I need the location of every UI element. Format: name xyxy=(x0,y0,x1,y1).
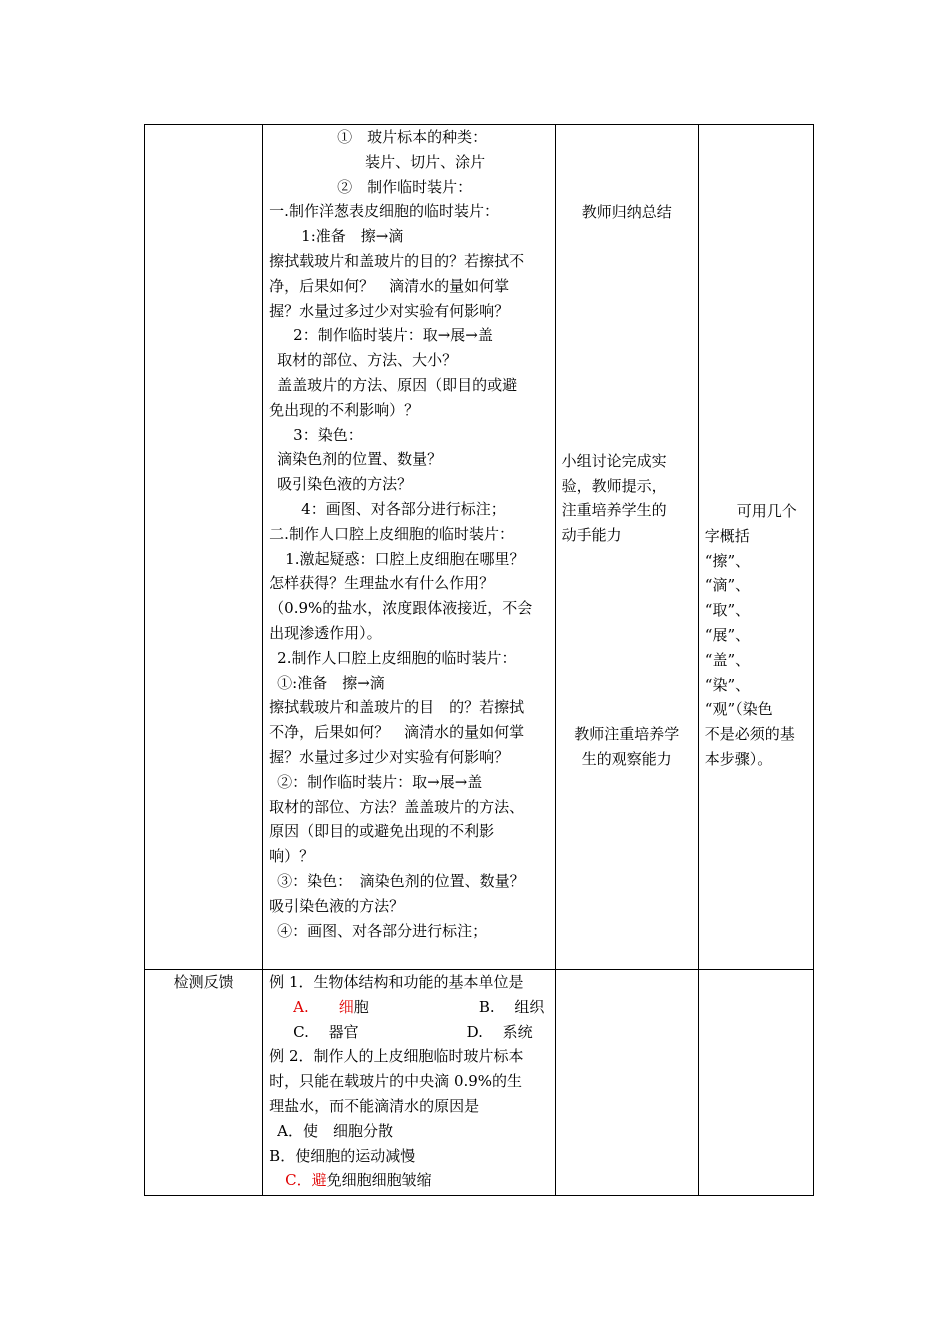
content-line: ④：画图、对各部分进行标注； xyxy=(277,921,488,940)
spacer xyxy=(705,125,807,499)
content-line: ①:准备 擦→滴 xyxy=(277,673,385,692)
option-c: C. 器官 xyxy=(293,1022,359,1041)
question-1-options-row xyxy=(269,1020,548,1045)
content-line: 吸引染色液的方法？ xyxy=(269,896,405,915)
notes-line: “展”、 xyxy=(704,625,751,644)
notes-line: 不是必须的基 xyxy=(704,725,795,744)
teacher-summary: 教师归纳总结 xyxy=(581,203,672,221)
content-line: ② 制作临时装片： xyxy=(337,177,473,196)
spacer xyxy=(562,548,692,722)
notes-line: 可用几个 xyxy=(736,502,797,520)
notes-cell xyxy=(698,125,813,970)
notes-line: “擦”、 xyxy=(704,551,751,570)
content-line: 2：制作临时装片：取→展→盖 xyxy=(293,326,493,345)
section-label: 检测反馈 xyxy=(173,973,234,991)
teacher-group-line: 动手能力 xyxy=(561,526,622,545)
content-line: 取材的部位、方法、大小？ xyxy=(277,351,458,370)
option-c-red: C．避 xyxy=(285,1171,327,1190)
content-line: 1:准备 擦→滴 xyxy=(301,227,404,246)
content-line: 滴染色剂的位置、数量？ xyxy=(277,450,443,469)
content-line: ②：制作临时装片：取→展→盖 xyxy=(277,772,483,791)
content-line: 不净，后果如何？ 滴清水的量如何掌 xyxy=(269,723,525,742)
content-line: 出现渗透作用）。 xyxy=(269,623,382,642)
notes-line: 本步骤）。 xyxy=(704,749,773,768)
section-label-cell xyxy=(145,125,263,970)
question-2-line: 时，只能在载玻片的中央滴 0.9%的生 xyxy=(269,1072,523,1091)
notes-line: “取”、 xyxy=(704,601,751,620)
content-line: 原因（即目的或避免出现的不利影 xyxy=(269,822,495,841)
teacher-group-line: 验，教师提示， xyxy=(561,476,667,495)
content-line: 装片、切片、涂片 xyxy=(365,152,486,171)
content-line: ① 玻片标本的种类： xyxy=(337,128,488,146)
content-line: 免出现的不利影响）？ xyxy=(269,400,420,419)
content-line: 擦拭载玻片和盖玻片的目的？若擦拭不 xyxy=(269,251,525,270)
table-row xyxy=(145,125,814,970)
teacher-activity-cell xyxy=(555,970,698,1196)
content-line: 净，后果如何？ 滴清水的量如何掌 xyxy=(269,276,510,295)
option-b: B．使细胞的运动减慢 xyxy=(269,1146,416,1165)
content-line: 取材的部位、方法？盖盖玻片的方法、 xyxy=(269,797,525,816)
content-line: 盖盖玻片的方法、原因（即目的或避 xyxy=(277,375,518,394)
option-a-letter: A. xyxy=(293,997,309,1016)
content-line: 4：画图、对各部分进行标注； xyxy=(301,499,506,518)
content-line: （0.9%的盐水，浓度跟体液接近，不会 xyxy=(269,599,533,618)
option-a-red: 细 xyxy=(338,997,354,1016)
content-line: 3：染色： xyxy=(293,425,363,444)
content-line: 二.制作人口腔上皮细胞的临时装片： xyxy=(269,524,514,543)
content-cell xyxy=(263,125,555,970)
spacer xyxy=(562,125,692,200)
question-1: 例 1．生物体结构和功能的基本单位是 xyxy=(269,973,524,991)
notes-line: “染”、 xyxy=(704,675,751,694)
question-2-line: 例 2．制作人的上皮细胞临时玻片标本 xyxy=(269,1047,524,1066)
teacher-group-line: 注重培养学生的 xyxy=(561,501,667,520)
content-line: 一.制作洋葱表皮细胞的临时装片： xyxy=(269,202,499,221)
option-c xyxy=(269,1168,548,1193)
lesson-table xyxy=(144,124,814,1196)
content-line: 吸引染色液的方法？ xyxy=(277,475,413,494)
content-line: 握？水量过多过少对实验有何影响？ xyxy=(269,747,510,766)
teacher-group-line: 小组讨论完成实 xyxy=(561,451,667,470)
notes-cell xyxy=(698,970,813,1196)
content-cell xyxy=(263,970,555,1196)
section-label-cell xyxy=(145,970,263,1196)
option-b: B. 组织 xyxy=(478,997,545,1016)
teacher-observe-line: 生的观察能力 xyxy=(581,749,672,768)
content-line: 响）？ xyxy=(269,847,315,866)
option-a-rest: 胞 xyxy=(353,997,369,1016)
option-a: A．使 细胞分散 xyxy=(277,1121,394,1140)
teacher-observe-line: 教师注重培养学 xyxy=(574,724,680,743)
content-line: 怎样获得？生理盐水有什么作用？ xyxy=(269,574,495,593)
notes-line: “盖”、 xyxy=(704,650,751,669)
notes-line: “观”（染色 xyxy=(704,700,773,719)
option-c-rest: 免细胞细胞皱缩 xyxy=(326,1171,432,1190)
content-line: 1.激起疑惑：口腔上皮细胞在哪里？ xyxy=(285,549,525,568)
table-row xyxy=(145,970,814,1196)
spacer xyxy=(562,225,692,449)
content-line: 握？水量过多过少对实验有何影响？ xyxy=(269,301,510,320)
content-line: 擦拭载玻片和盖玻片的目 的？若擦拭 xyxy=(269,698,525,717)
content-line: 2.制作人口腔上皮细胞的临时装片： xyxy=(277,648,517,667)
notes-line: “滴”、 xyxy=(704,576,751,595)
option-d: D. 系统 xyxy=(466,1022,533,1041)
notes-line: 字概括 xyxy=(704,526,750,545)
teacher-activity-cell xyxy=(555,125,698,970)
content-line: ③：染色： 滴染色剂的位置、数量？ xyxy=(277,871,525,890)
question-1-options-row xyxy=(269,995,548,1020)
question-2-line: 理盐水，而不能滴清水的原因是 xyxy=(269,1096,480,1115)
